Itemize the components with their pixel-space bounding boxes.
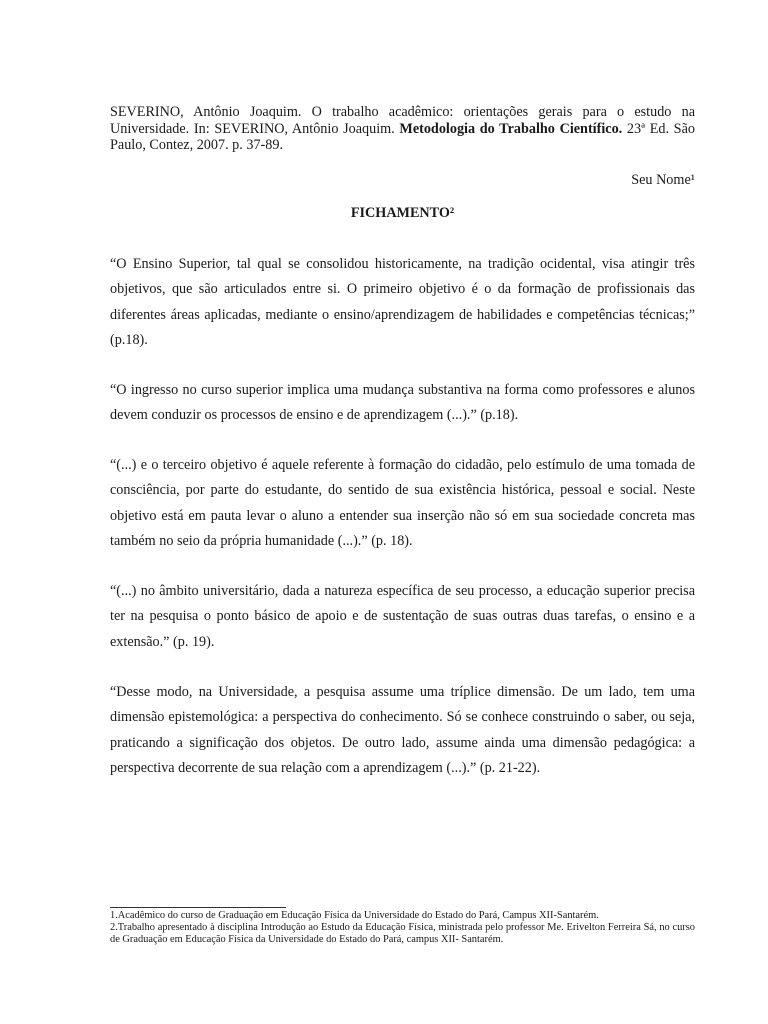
quote-paragraph-2: “O ingresso no curso superior implica uma mudança substantiva na forma como professores e alunos devem conduzir os processos de ensino e de aprendizagem (...).” (p.18). — [110, 382, 695, 424]
footnote-2: 2.Trabalho apresentado à disciplina Introdução ao Estudo da Educação Física, ministrada pelo professor Me. Erivelton Ferreira Sá, no curso de Graduação em Educação Física da Universidade do Estado do Pará, campus XII- Santarém. — [110, 922, 695, 945]
reference-book-title: Metodologia do Trabalho Científico. — [399, 120, 623, 137]
author-name: Seu Nome¹ — [631, 172, 695, 188]
bibliographic-reference — [110, 104, 695, 154]
footnote-1: 1.Acadêmico do curso de Graduação em Educação Física da Universidade do Estado do Pará, Campus XII-Santarém. — [110, 910, 599, 921]
reference-text-part1: SEVERINO, Antônio Joaquim. O trabalho acadêmico: orientações gerais para o estudo na Universidade. In: SEVERINO, Antônio Joaquim. — [110, 104, 695, 137]
document-title: FICHAMENTO² — [350, 205, 455, 221]
quote-paragraph-5: “Desse modo, na Universidade, a pesquisa assume uma tríplice dimensão. De um lado, tem uma dimensão epistemológica: a perspectiva do conhecimento. Só se conhece construindo o saber, ou seja, praticando a significação dos objetos. De outro lado, assume ainda uma dimensão pedagógica: a perspectiva decorrente de sua relação com a aprendizagem (...).” (p. 21-22). — [110, 684, 695, 776]
document-page — [110, 0, 695, 1024]
footnotes — [110, 910, 695, 946]
footnote-separator — [110, 907, 286, 908]
quote-paragraph-3: “(...) e o terceiro objetivo é aquele referente à formação do cidadão, pelo estímulo de uma tomada de consciência, por parte do estudante, do sentido de sua existência histórica, pessoal e social. Neste objetivo está em pauta levar o aluno a entender sua inserção não só em sua sociedade concreta mas também no seio da própria humanidade (...).” (p. 18). — [110, 457, 695, 549]
quote-paragraph-1: “O Ensino Superior, tal qual se consolidou historicamente, na tradição ocidental, visa atingir três objetivos, que são articulados entre si. O primeiro objetivo é o da formação de profissionais das diferentes áreas aplicadas, mediante o ensino/aprendizagem de habilidades e competências técnicas;” (p.18). — [110, 256, 695, 348]
quote-paragraph-4: “(...) no âmbito universitário, dada a natureza específica de seu processo, a educação superior precisa ter na pesquisa o ponto básico de apoio e de sustentação de suas outras duas tarefas, o ensino e a extensão.” (p. 19). — [110, 583, 695, 650]
reference-text-part2: 23ª Ed. São Paulo, Contez, 2007. p. 37-89. — [110, 120, 695, 153]
